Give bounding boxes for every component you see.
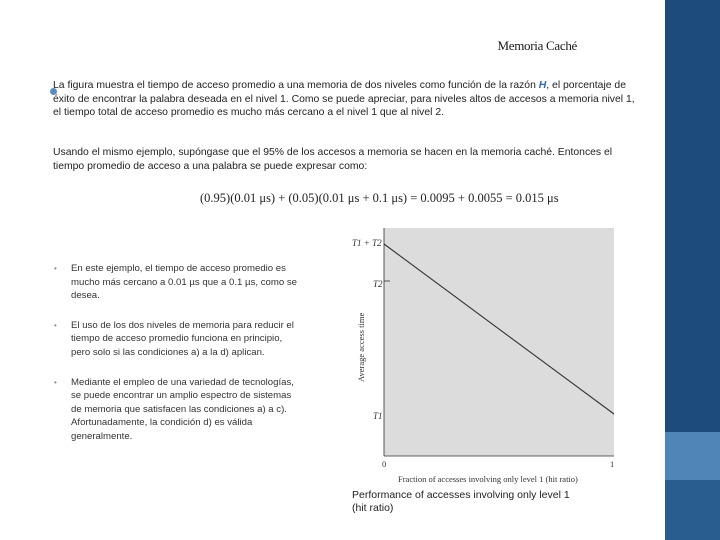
bullet-mark: • <box>54 264 57 273</box>
bullet-mark: • <box>54 377 57 387</box>
x-tick-label-left: 0 <box>382 459 387 469</box>
bullet-item <box>54 376 304 444</box>
bullet-text: El uso de los dos niveles de memoria para reducir el tiempo de acceso promedio funciona en principio, pero solo si las condiciones a) a la d) aplican. <box>71 319 294 358</box>
bullet-text: En este ejemplo, el tiempo de acceso promedio es mucho más cercano a 0.01 µs que a 0.1 µs, como se desea. <box>71 263 297 302</box>
accent-block-dark <box>665 0 720 432</box>
intro-text-start: La figura muestra el tiempo de acceso promedio a una memoria de dos niveles como función de la razón <box>53 80 539 91</box>
bullet-mark: • <box>54 320 57 330</box>
bullet-item <box>54 262 304 303</box>
y-tick-label-top: T1 + T2 <box>352 238 382 248</box>
bullet-item <box>54 319 304 360</box>
y-tick-label-low: T1 <box>373 411 383 421</box>
figure-caption: Performance of accesses involving only level 1 (hit ratio) <box>352 489 570 514</box>
y-tick-label-mid: T2 <box>373 279 383 289</box>
intro-text-end: , el porcentaje de éxito de encontrar la palabra deseada en el nivel 1. Como se puede apreciar, para niveles altos de accesos a memoria nivel 1, el tiempo total de acceso promedio es mucho más cercano a el nivel 1 que al nivel 2. <box>53 80 635 118</box>
right-accent-bar <box>665 0 720 540</box>
bullet-text: Mediante el empleo de una variedad de tecnologías, se puede encontrar un amplio espectro de sistemas de memoria que satisfacen las condiciones a) a c). Afortunadamente, la condición d) es válida generalmente. <box>71 376 294 442</box>
accent-block-light <box>665 432 720 480</box>
bullet-list <box>54 262 304 460</box>
access-time-formula: (0.95)(0.01 μs) + (0.05)(0.01 μs + 0.1 μs) = 0.0095 + 0.0055 = 0.015 μs <box>200 191 559 205</box>
figure-panel <box>340 210 636 522</box>
accent-block-bottom <box>665 480 720 540</box>
x-axis-label: Fraction of accesses involving only level 1 (hit ratio) <box>398 474 578 484</box>
y-axis-label: Average access time <box>356 312 366 382</box>
x-tick-label-right: 1 <box>610 459 615 469</box>
plot-area <box>384 228 614 456</box>
hit-ratio-chart <box>340 210 636 522</box>
intro-paragraph <box>53 79 638 120</box>
hit-ratio-symbol: H <box>538 80 547 91</box>
slide-title: Memoria Caché <box>497 38 577 53</box>
example-paragraph: Usando el mismo ejemplo, supóngase que el 95% de los accesos a memoria se hacen en la memoria caché. Entonces el tiempo promedio de acceso a una palabra se puede expresar como: <box>53 147 613 172</box>
